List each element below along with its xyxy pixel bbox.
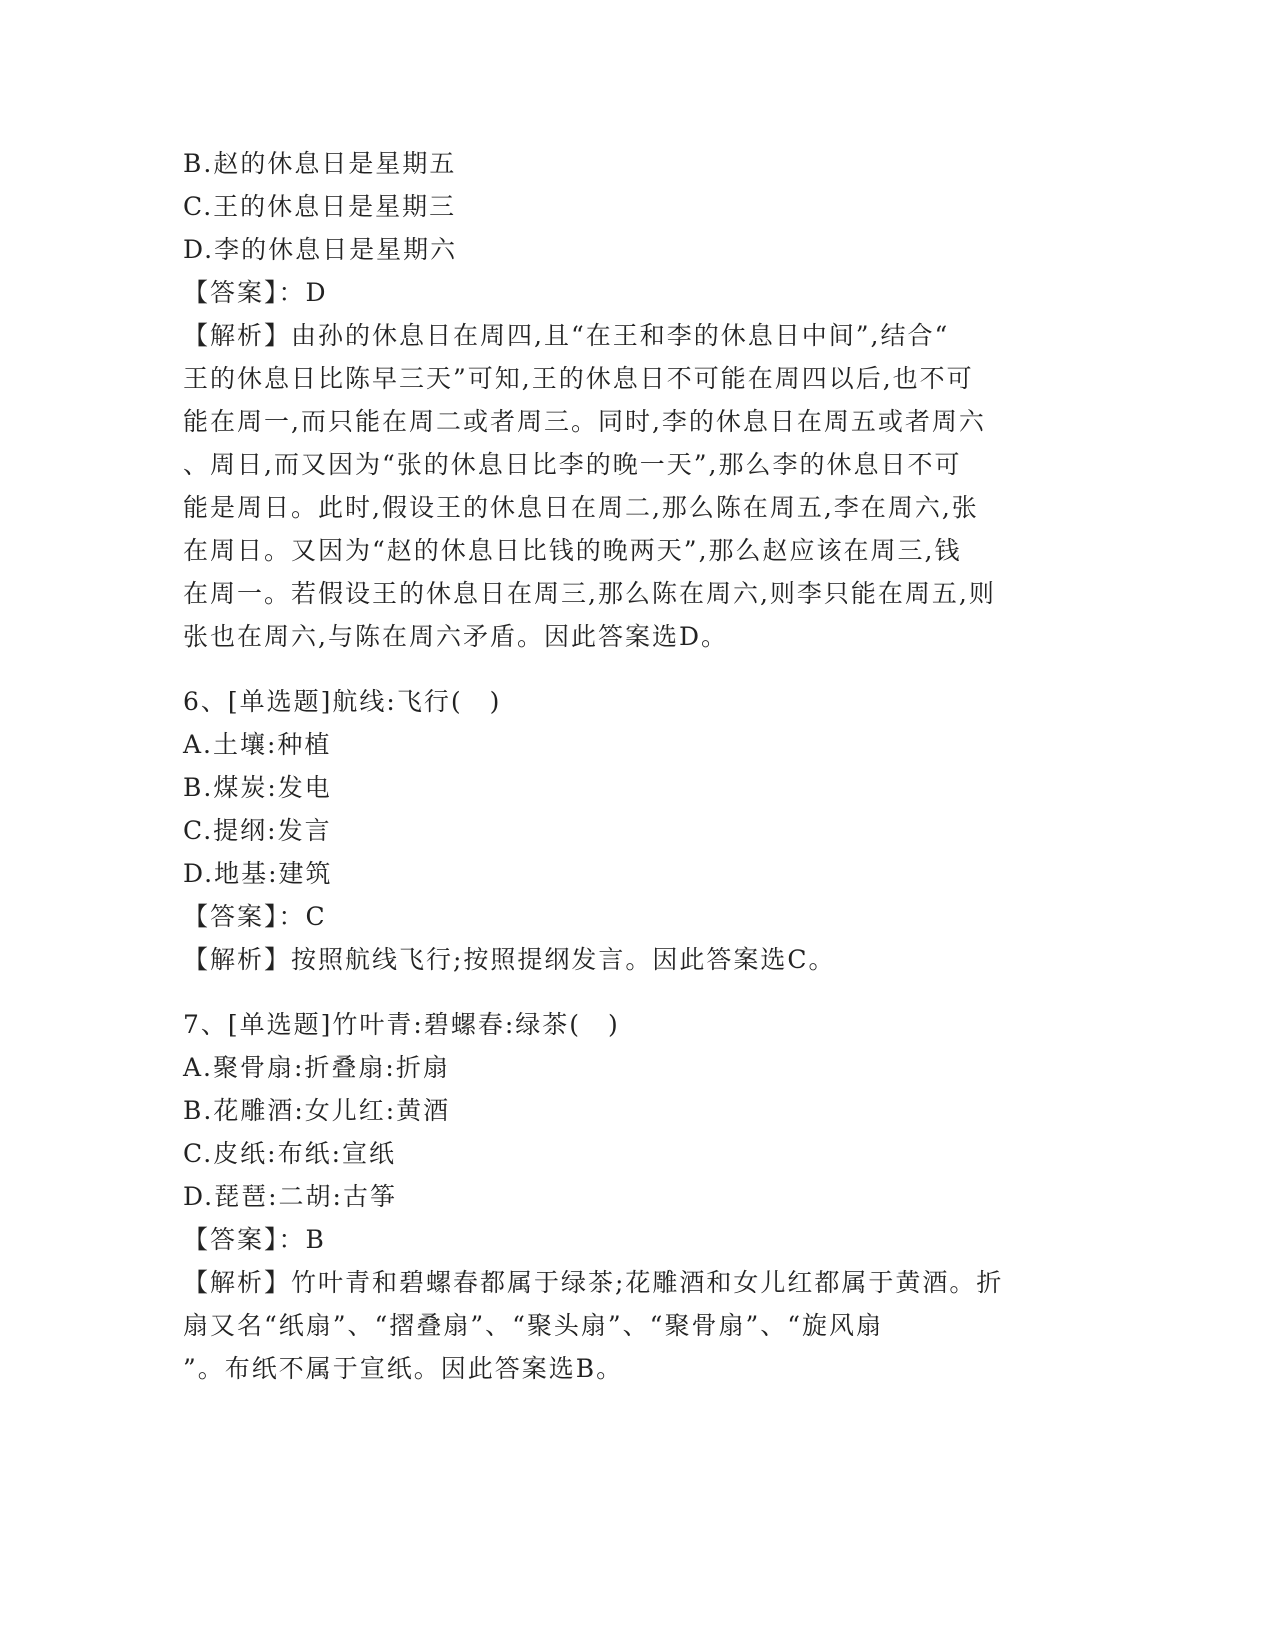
- option-a: A.聚骨扇:折叠扇:折扇: [183, 1053, 450, 1082]
- analysis-line: 能是周日。此时,假设王的休息日在周二,那么陈在周五,李在周六,张: [183, 493, 979, 522]
- answer: 【答案】：D: [183, 278, 328, 307]
- question-5: [183, 142, 1083, 658]
- option-b: B.赵的休息日是星期五: [183, 149, 457, 178]
- answer: 【答案】：C: [183, 902, 327, 931]
- answer: 【答案】：B: [183, 1225, 326, 1254]
- analysis-line: 王的休息日比陈早三天”可知,王的休息日不可能在周四以后,也不可: [183, 364, 974, 393]
- analysis-line: ”。布纸不属于宣纸。因此答案选B。: [183, 1354, 624, 1383]
- option-c: C.皮纸:布纸:宣纸: [183, 1139, 397, 1168]
- analysis: [183, 314, 1083, 658]
- analysis-line: 【解析】竹叶青和碧螺春都属于绿茶;花雕酒和女儿红都属于黄酒。折: [183, 1268, 1004, 1297]
- option-a: A.土壤:种植: [183, 730, 332, 759]
- question-6: [183, 680, 1083, 981]
- analysis-line: 【解析】按照航线飞行;按照提纲发言。因此答案选C。: [183, 945, 836, 974]
- option-c: C.王的休息日是星期三: [183, 192, 457, 221]
- analysis-line: 在周一。若假设王的休息日在周三,那么陈在周六,则李只能在周五,则: [183, 579, 996, 608]
- analysis-line: 【解析】由孙的休息日在周四,且“在王和李的休息日中间”,结合“: [183, 321, 950, 350]
- question-stem: 7、[单选题]竹叶青:碧螺春:绿茶( ): [183, 1010, 620, 1039]
- option-d: D.琵琶:二胡:古筝: [183, 1182, 397, 1211]
- document-page: [183, 142, 1083, 1390]
- question-stem: 6、[单选题]航线:飞行( ): [183, 687, 502, 716]
- analysis-line: 能在周一,而只能在周二或者周三。同时,李的休息日在周五或者周六: [183, 407, 986, 436]
- analysis-line: 扇又名“纸扇”、“摺叠扇”、“聚头扇”、“聚骨扇”、“旋风扇: [183, 1311, 884, 1340]
- analysis-line: 在周日。又因为“赵的休息日比钱的晚两天”,那么赵应该在周三,钱: [183, 536, 962, 565]
- question-7: [183, 1003, 1083, 1390]
- analysis: [183, 938, 1083, 981]
- analysis-line: 、周日,而又因为“张的休息日比李的晚一天”,那么李的休息日不可: [183, 450, 962, 479]
- option-d: D.李的休息日是星期六: [183, 235, 458, 264]
- option-d: D.地基:建筑: [183, 859, 333, 888]
- analysis-line: 张也在周六,与陈在周六矛盾。因此答案选D。: [183, 622, 728, 651]
- analysis: [183, 1261, 1083, 1390]
- option-c: C.提纲:发言: [183, 816, 332, 845]
- option-b: B.煤炭:发电: [183, 773, 332, 802]
- option-b: B.花雕酒:女儿红:黄酒: [183, 1096, 451, 1125]
